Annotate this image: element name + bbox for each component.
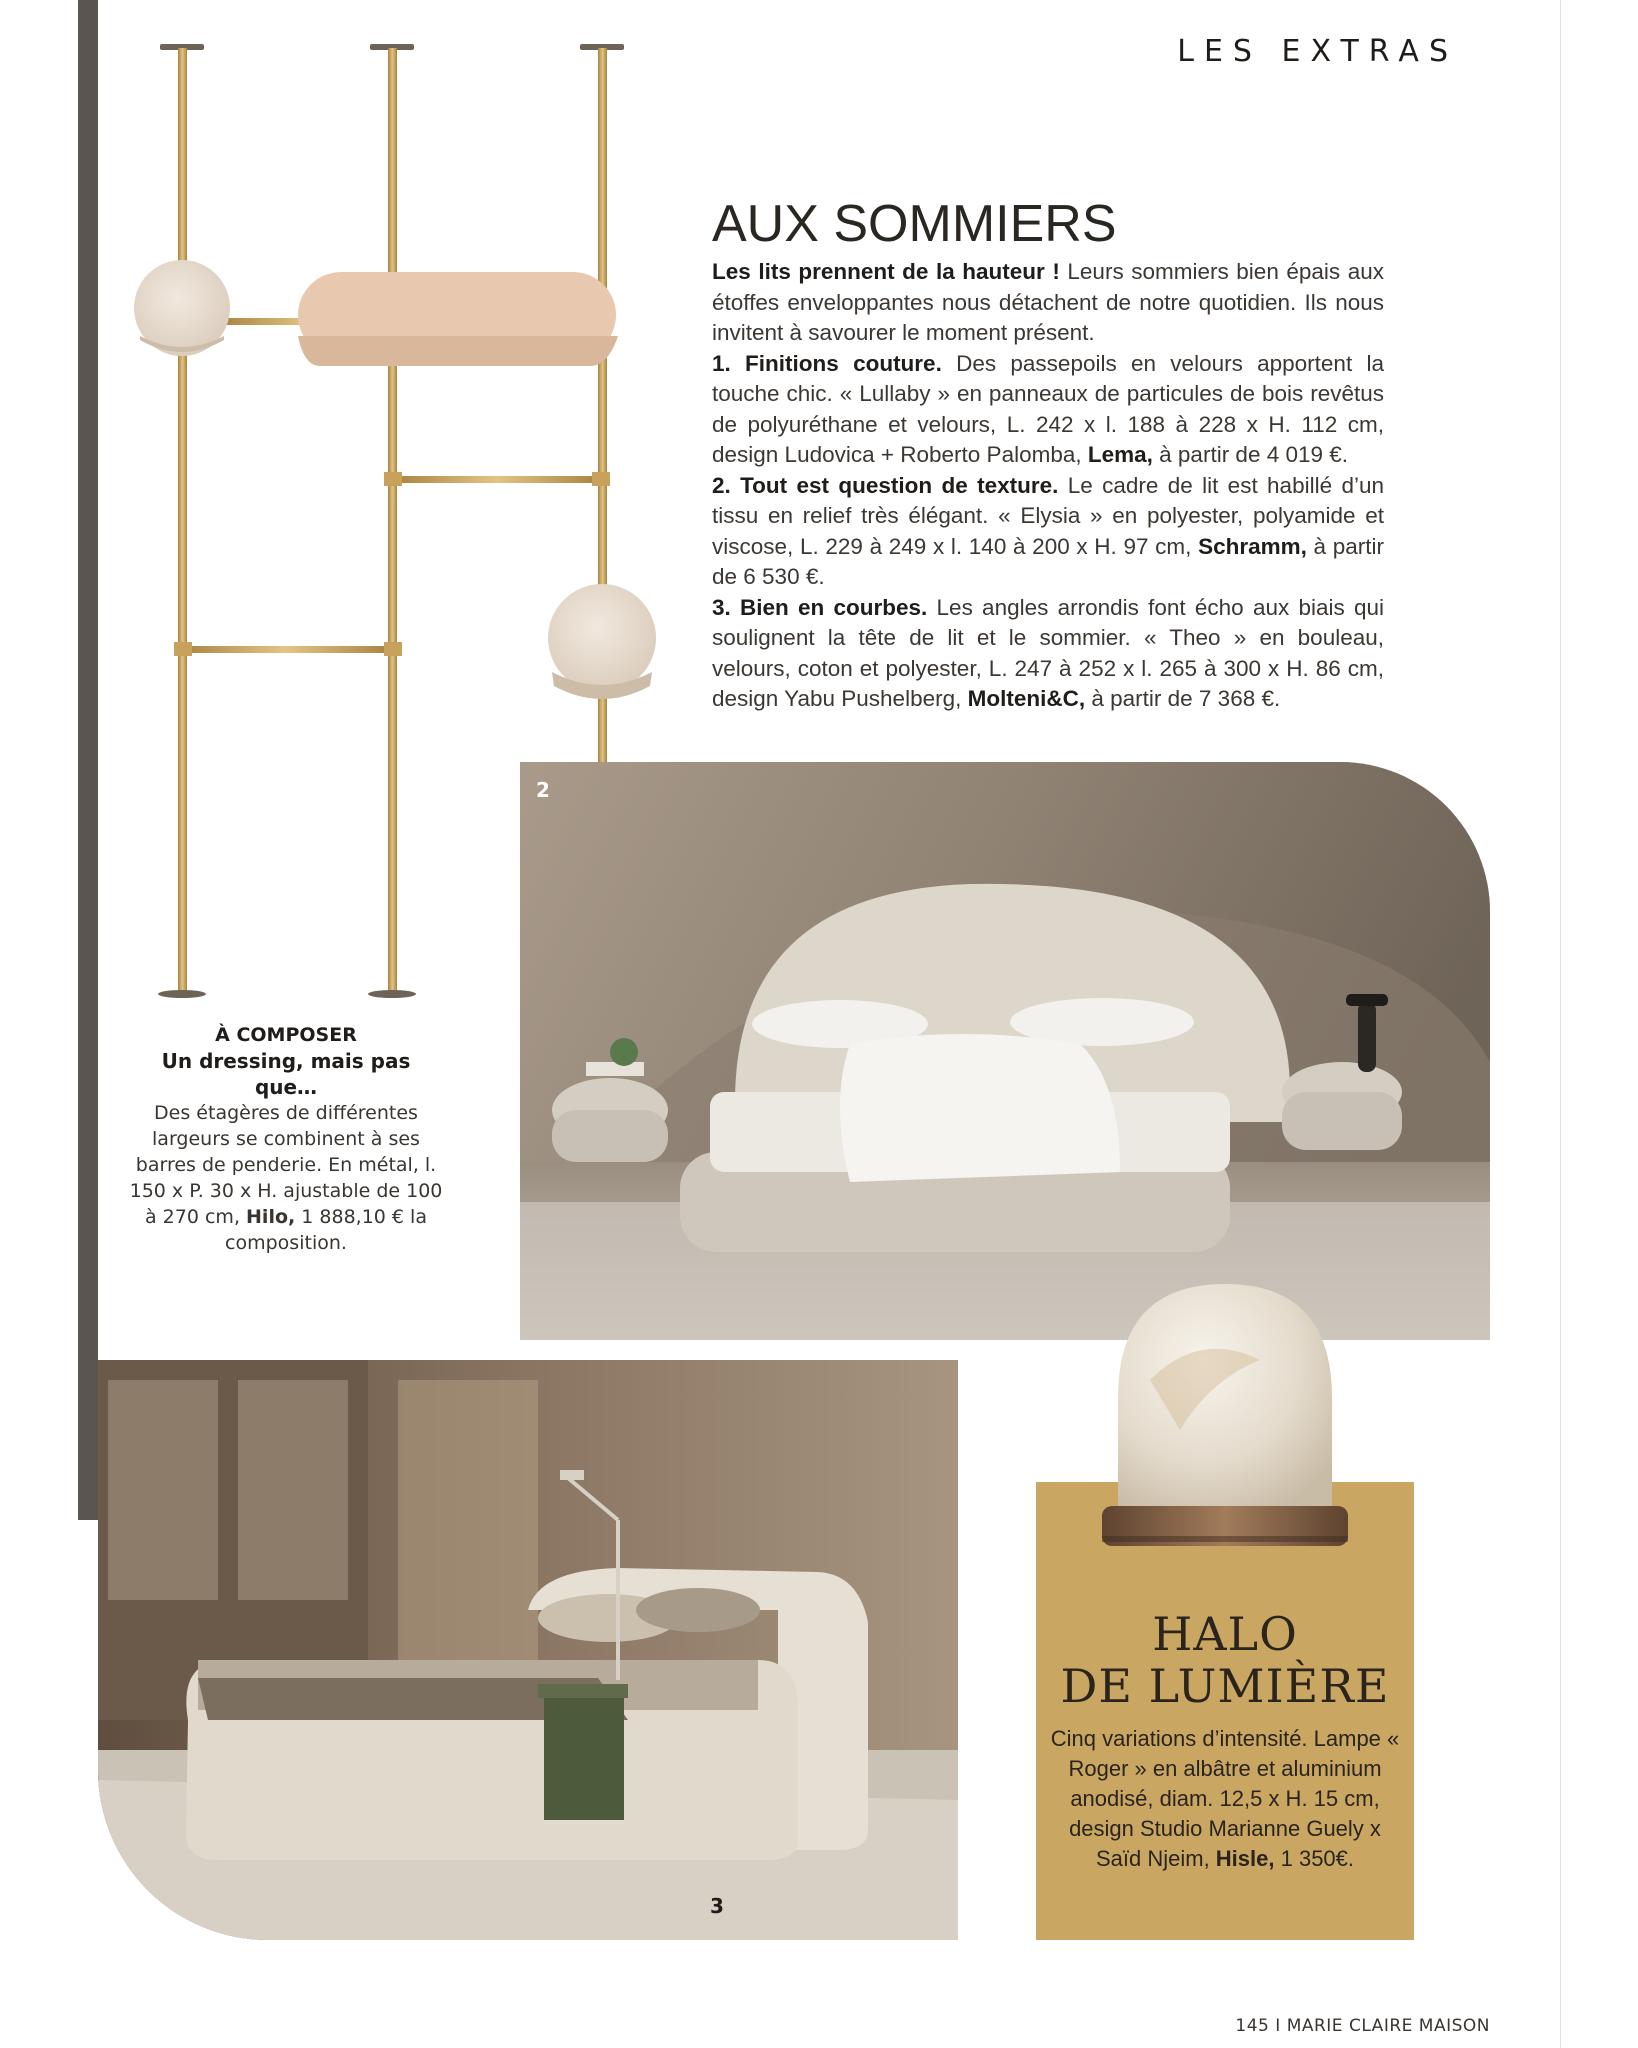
article — [712, 196, 1384, 715]
footer-separator: I — [1275, 2016, 1281, 2036]
compose-subtitle: Un dressing, mais pas que… — [161, 1049, 411, 1099]
bed-photo-elysia — [520, 762, 1490, 1340]
item-heading: 3. Bien en courbes. — [712, 594, 928, 620]
item-text: Des passepoils en velours apportent la touche chic. « Lullaby » en panneaux de particules de bois revêtus de polyuréthane et velours, L. 242 x l. 188 à 228 x H. 112 cm, design Ludovica + Roberto Palomba, — [712, 350, 1384, 468]
compose-body — [128, 1100, 444, 1256]
intro-text: Leurs sommiers bien épais aux étoffes enveloppantes nous détachent de notre quotidien. Ils nous invitent à savourer le moment présent. — [712, 259, 1384, 346]
photo-number: 2 — [536, 778, 550, 802]
item-text: Les angles arrondis font écho aux biais qui soulignent la tête de lit et le sommier. « Theo » en bouleau, velours, coton et polyester, L. 247 à 252 x l. 265 à 300 x H. 86 cm, design Yabu Pushelberg, — [712, 594, 1385, 712]
bed-photo-theo — [98, 1360, 958, 1940]
halo-price: 1 350€. — [1274, 1846, 1355, 1871]
photo-number: 3 — [710, 1894, 724, 1918]
item-brand: Schramm, — [1198, 533, 1307, 559]
item-brand: Lema, — [1087, 442, 1153, 468]
halo-title-line: DE LUMIÈRE — [1060, 1659, 1390, 1713]
item-text: Le cadre de lit est habillé d’un tissu en relief très élégant. « Elysia » en polyester, polyamide et viscose, L. 229 à 249 x l. 140 à 200 x H. 97 cm, — [712, 472, 1384, 559]
article-intro — [712, 257, 1384, 349]
roger-lamp-illustration — [1090, 1270, 1360, 1580]
halo-desc: Cinq variations d’intensité. Lampe « Roger » en albâtre et aluminium anodisé, diam. 12,5 x H. 15 cm, design Studio Marianne Guely x Saïd Njeim, — [1050, 1726, 1400, 1871]
page-edge-line — [1560, 0, 1561, 2048]
compose-caption — [128, 1022, 444, 1256]
page-footer — [1235, 2016, 1490, 2036]
item-price: à partir de 4 019 €. — [1152, 442, 1349, 468]
compose-brand: Hilo, — [246, 1206, 296, 1228]
compose-title: À COMPOSER — [215, 1024, 357, 1046]
section-label: LES EXTRAS — [1177, 34, 1458, 69]
halo-title-line: HALO — [1152, 1607, 1298, 1661]
halo-title — [1036, 1608, 1414, 1712]
item-heading: 2. Tout est question de texture. — [712, 472, 1059, 498]
article-item — [712, 593, 1384, 715]
page-number: 145 — [1235, 2016, 1270, 2036]
item-price: à partir de 7 368 €. — [1085, 686, 1281, 712]
article-item — [712, 471, 1384, 593]
halo-text — [1050, 1724, 1400, 1874]
page-edge-strip — [78, 0, 98, 1520]
compose-text: Des étagères de différentes largeurs se combinent à ses barres de penderie. En métal, l. 150 x P. 30 x H. ajustable de 100 à 270 cm, — [129, 1102, 443, 1228]
article-title: AUX SOMMIERS — [712, 195, 1117, 253]
item-brand: Molteni&C, — [967, 686, 1086, 712]
item-heading: 1. Finitions couture. — [712, 350, 942, 376]
halo-brand: Hisle, — [1215, 1846, 1275, 1871]
bed-photo-elysia-scene — [520, 762, 1490, 1340]
article-item — [712, 349, 1384, 471]
magazine-name: MARIE CLAIRE MAISON — [1286, 2016, 1490, 2036]
bed-photo-theo-scene — [98, 1360, 958, 1940]
compose-price: 1 888,10 € la composition. — [225, 1206, 427, 1254]
intro-bold: Les lits prennent de la hauteur ! — [712, 259, 1060, 285]
item-price: à partir de 6 530 €. — [712, 533, 1384, 590]
